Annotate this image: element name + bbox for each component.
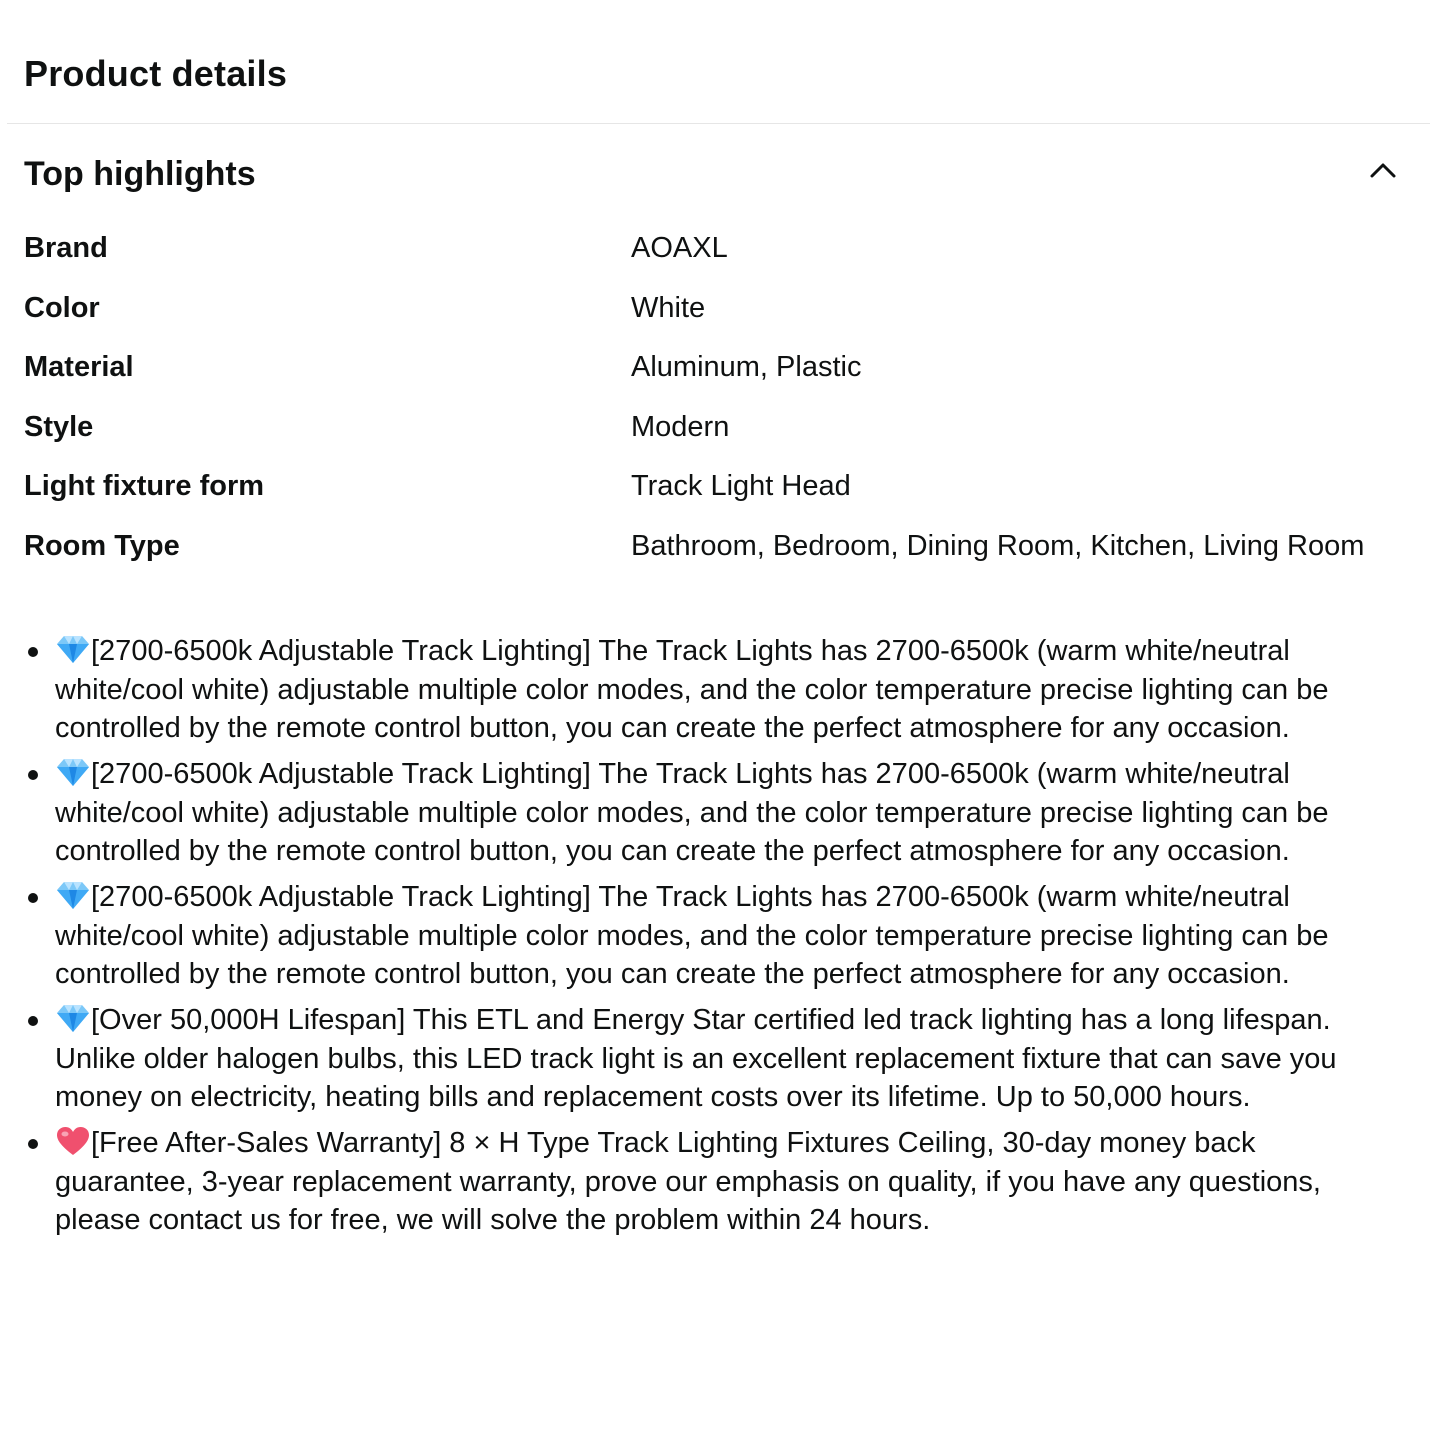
- list-item: [0, 878, 1438, 994]
- page-title: Product details: [24, 53, 288, 94]
- spec-row-material: [24, 348, 1414, 387]
- gem-icon: [55, 756, 91, 788]
- gem-icon: [55, 633, 91, 665]
- list-item: [0, 1124, 1438, 1240]
- bullet-text: [2700-6500k Adjustable Track Lighting] The Track Lights has 2700-6500k (warm white/neutral white/cool white) adjustable multiple color modes, and the color temperature precise lighting can be controlled by the remote control button, you can create the perfect atmosphere for any occasion.: [55, 881, 1329, 990]
- bullet-dot: [28, 770, 38, 780]
- section-title: Top highlights: [24, 155, 256, 193]
- bullet-text: [2700-6500k Adjustable Track Lighting] The Track Lights has 2700-6500k (warm white/neutral white/cool white) adjustable multiple color modes, and the color temperature precise lighting can be controlled by the remote control button, you can create the perfect atmosphere for any occasion.: [55, 758, 1329, 867]
- spec-row-room-type: [24, 527, 1414, 566]
- list-item: [0, 755, 1438, 871]
- heart-icon: [55, 1125, 91, 1157]
- spec-label: Style: [24, 410, 94, 443]
- top-highlights-toggle[interactable]: [0, 150, 1438, 200]
- spec-label: Room Type: [24, 529, 180, 562]
- bullet-text: [Over 50,000H Lifespan] This ETL and Energy Star certified led track lighting has a long lifespan. Unlike older halogen bulbs, this LED track light is an excellent replacement fixture that can save you money on electricity, heating bills and replacement costs over its lifetime. Up to 50,000 hours.: [55, 1004, 1337, 1113]
- spec-value: Track Light Head: [631, 470, 851, 502]
- spec-value: White: [631, 291, 706, 324]
- bullet-dot: [28, 647, 38, 657]
- list-item: [0, 1001, 1438, 1117]
- spec-label: Color: [24, 291, 100, 324]
- spec-row-light-fixture-form: [24, 467, 1414, 506]
- spec-value: AOAXL: [631, 232, 728, 264]
- bullet-dot: [28, 1016, 38, 1026]
- gem-icon: [55, 879, 91, 911]
- list-item: [0, 632, 1438, 748]
- highlights-list: [0, 632, 1438, 1247]
- bullet-dot: [28, 893, 38, 903]
- bullet-text: [2700-6500k Adjustable Track Lighting] The Track Lights has 2700-6500k (warm white/neutral white/cool white) adjustable multiple color modes, and the color temperature precise lighting can be controlled by the remote control button, you can create the perfect atmosphere for any occasion.: [55, 635, 1329, 744]
- spec-label: Light fixture form: [24, 470, 265, 502]
- spec-value: Bathroom, Bedroom, Dining Room, Kitchen, Living Room: [631, 529, 1365, 562]
- spec-row-style: [24, 408, 1414, 447]
- spec-label: Material: [24, 351, 134, 383]
- section-divider: [7, 123, 1430, 124]
- spec-value: Aluminum, Plastic: [631, 351, 862, 383]
- bullet-dot: [28, 1139, 38, 1149]
- gem-icon: [55, 1002, 91, 1034]
- spec-label: Brand: [24, 232, 108, 264]
- specs-table: [24, 229, 1414, 586]
- bullet-text: [Free After-Sales Warranty] 8 × H Type Track Lighting Fixtures Ceiling, 30-day money back guarantee, 3-year replacement warranty, prove our emphasis on quality, if you have any questions, please contact us for free, we will solve the problem within 24 hours.: [55, 1127, 1321, 1236]
- spec-row-brand: [24, 229, 1414, 268]
- chevron-up-icon[interactable]: [1368, 158, 1398, 182]
- spec-value: Modern: [631, 410, 730, 443]
- spec-row-color: [24, 289, 1414, 328]
